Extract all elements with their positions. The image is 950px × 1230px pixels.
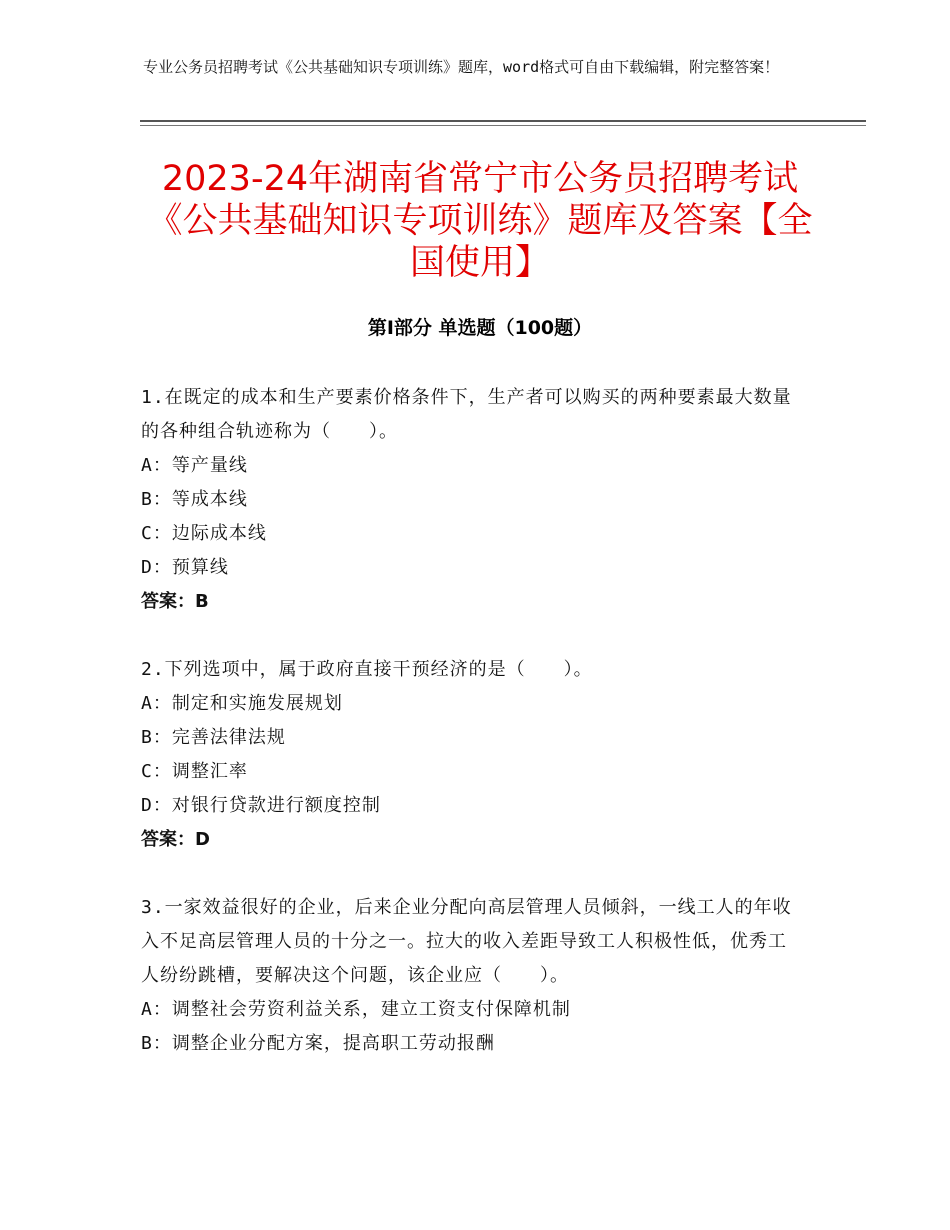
option-b: B：等成本线 <box>141 489 248 510</box>
option-c: C：调整汇率 <box>141 761 248 782</box>
question-list <box>141 381 801 1095</box>
question-2 <box>141 653 801 857</box>
option-d: D：对银行贷款进行额度控制 <box>141 795 381 816</box>
question-stem: 2.下列选项中，属于政府直接干预经济的是（ ）。 <box>141 659 593 680</box>
option-d: D：预算线 <box>141 557 229 578</box>
question-3 <box>141 891 801 1061</box>
option-a: A：制定和实施发展规划 <box>141 693 343 714</box>
header-divider-thick <box>140 120 866 122</box>
option-b: B：调整企业分配方案，提高职工劳动报酬 <box>141 1033 495 1054</box>
document-title: 2023-24年湖南省常宁市公务员招聘考试《公共基础知识专项训练》题库及答案【全国使用】 <box>147 159 813 283</box>
question-stem: 1.在既定的成本和生产要素价格条件下，生产者可以购买的两种要素最大数量的各种组合轨迹称为（ ）。 <box>141 387 792 442</box>
section-title: 第Ⅰ部分 单选题（100题） <box>367 317 593 339</box>
header-divider-thin <box>140 125 866 126</box>
option-b: B：完善法律法规 <box>141 727 286 748</box>
answer-line: 答案：B <box>141 591 209 612</box>
answer-line: 答案：D <box>141 829 210 850</box>
option-a: A：调整社会劳资利益关系，建立工资支付保障机制 <box>141 999 571 1020</box>
option-a: A：等产量线 <box>141 455 248 476</box>
question-1 <box>141 381 801 619</box>
option-c: C：边际成本线 <box>141 523 267 544</box>
question-stem: 3.一家效益很好的企业，后来企业分配向高层管理人员倾斜，一线工人的年收入不足高层管理人员的十分之一。拉大的收入差距导致工人积极性低，优秀工人纷纷跳槽，要解决这个问题，该企业应（ ）。 <box>141 897 792 986</box>
header-note: 专业公务员招聘考试《公共基础知识专项训练》题库，word格式可自由下载编辑，附完整答案！ <box>143 58 780 76</box>
